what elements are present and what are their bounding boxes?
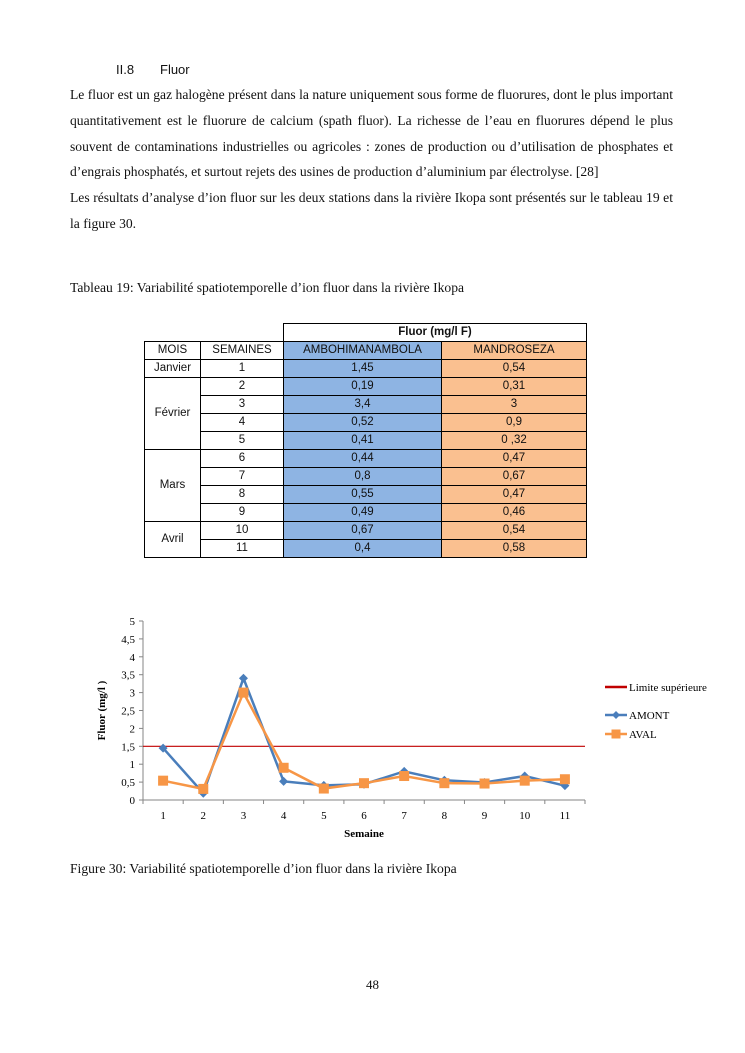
x-tick-label: 9 xyxy=(481,810,488,822)
week-cell: 1 xyxy=(201,360,284,378)
table-row xyxy=(145,414,587,432)
aval-cell: 0,46 xyxy=(442,504,587,522)
table-row xyxy=(145,522,587,540)
data-point-aval xyxy=(399,771,409,781)
table-caption: Tableau 19: Variabilité spatiotemporelle d’ion fluor dans la rivière Ikopa xyxy=(70,280,465,295)
amont-cell: 0,8 xyxy=(284,468,442,486)
y-tick-label: 2,5 xyxy=(121,705,135,718)
legend-marker-aval xyxy=(612,730,621,739)
data-point-aval xyxy=(279,763,289,773)
data-point-aval xyxy=(238,688,248,698)
week-cell: 11 xyxy=(201,540,284,558)
amont-cell: 0,19 xyxy=(284,378,442,396)
month-cell: Février xyxy=(145,378,201,450)
paragraph-1: Le fluor est un gaz halogène présent dans la nature uniquement sous forme de fluorures, dont le plus important quantitativement est le fluorure de calcium (spath fluor). La richesse de l’eau en fluorures dépend le plus souvent de contaminations industrielles ou agricoles : zones de production ou d’utilisation de phosphates et d’engrais phosphatés, et surtout rejets des usines de production d’aluminium par électrolyse. [28] xyxy=(70,87,673,180)
section-number: II.8 xyxy=(116,62,135,77)
aval-cell: 0,9 xyxy=(442,414,587,432)
legend-label-aval: AVAL xyxy=(629,729,657,741)
data-point-aval xyxy=(480,779,490,789)
y-tick-label: 3 xyxy=(129,687,135,700)
amont-cell: 3,4 xyxy=(284,396,442,414)
amont-cell: 0,4 xyxy=(284,540,442,558)
header-mois: MOIS xyxy=(145,342,201,360)
data-point-amont xyxy=(239,674,248,683)
aval-cell: 0,54 xyxy=(442,522,587,540)
page-number: 48 xyxy=(366,977,379,992)
week-cell: 2 xyxy=(201,378,284,396)
x-tick-label: 8 xyxy=(441,810,448,822)
y-tick-label: 1 xyxy=(129,759,135,772)
amont-cell: 0,67 xyxy=(284,522,442,540)
y-tick-label: 0 xyxy=(129,795,135,807)
month-cell: Janvier xyxy=(145,360,201,378)
data-point-aval xyxy=(158,776,168,786)
data-point-aval xyxy=(560,774,570,784)
amont-cell: 0,44 xyxy=(284,450,442,468)
week-cell: 8 xyxy=(201,486,284,504)
week-cell: 6 xyxy=(201,450,284,468)
series-line-amont xyxy=(163,678,565,793)
month-cell: Avril xyxy=(145,522,201,558)
data-point-aval xyxy=(520,776,530,786)
amont-cell: 0,41 xyxy=(284,432,442,450)
figure-caption: Figure 30: Variabilité spatiotemporelle d’ion fluor dans la rivière Ikopa xyxy=(70,861,457,876)
aval-cell: 3 xyxy=(442,396,587,414)
x-tick-label: 1 xyxy=(160,810,166,822)
table-row xyxy=(145,396,587,414)
aval-cell: 0,54 xyxy=(442,360,587,378)
x-tick-label: 11 xyxy=(559,810,571,822)
x-tick-label: 3 xyxy=(240,810,247,822)
table-row xyxy=(145,486,587,504)
amont-cell: 0,49 xyxy=(284,504,442,522)
header-aval: MANDROSEZA xyxy=(442,342,587,360)
fluor-line-chart xyxy=(90,612,740,847)
aval-cell: 0 ,32 xyxy=(442,432,587,450)
week-cell: 5 xyxy=(201,432,284,450)
week-cell: 10 xyxy=(201,522,284,540)
y-tick-label: 3,5 xyxy=(121,669,135,682)
legend-marker-amont xyxy=(612,711,620,719)
paragraph-2: Les résultats d’analyse d’ion fluor sur les deux stations dans la rivière Ikopa sont présentés sur le tableau 19 et la figure 30. xyxy=(70,190,673,231)
y-tick-label: 4,5 xyxy=(121,633,135,646)
table-row xyxy=(145,450,587,468)
data-point-aval xyxy=(319,784,329,794)
x-axis-label: Semaine xyxy=(344,828,384,840)
aval-cell: 0,58 xyxy=(442,540,587,558)
week-cell: 9 xyxy=(201,504,284,522)
y-tick-label: 0,5 xyxy=(121,777,135,790)
table-row xyxy=(145,540,587,558)
header-amont: AMBOHIMANAMBOLA xyxy=(284,342,442,360)
y-tick-label: 5 xyxy=(129,616,135,628)
data-point-aval xyxy=(439,778,449,788)
x-tick-label: 6 xyxy=(361,810,367,822)
table-row xyxy=(145,360,587,378)
group-header: Fluor (mg/l F) xyxy=(284,324,587,342)
legend-label-amont: AMONT xyxy=(629,710,670,722)
week-cell: 4 xyxy=(201,414,284,432)
series-line-aval xyxy=(163,693,565,789)
table-header-row xyxy=(145,342,587,360)
data-point-aval xyxy=(198,784,208,794)
table-group-header-row xyxy=(145,324,587,342)
table-row xyxy=(145,504,587,522)
aval-cell: 0,31 xyxy=(442,378,587,396)
section-title: Fluor xyxy=(160,62,190,77)
data-point-amont xyxy=(279,777,288,786)
table-row xyxy=(145,378,587,396)
body-text xyxy=(70,82,673,237)
y-tick-label: 4 xyxy=(129,651,135,664)
month-cell: Mars xyxy=(145,450,201,522)
aval-cell: 0,67 xyxy=(442,468,587,486)
fluor-table xyxy=(144,323,587,558)
x-tick-label: 2 xyxy=(200,810,207,822)
table-row xyxy=(145,468,587,486)
x-tick-label: 7 xyxy=(401,810,407,822)
amont-cell: 1,45 xyxy=(284,360,442,378)
x-tick-label: 5 xyxy=(321,810,327,822)
week-cell: 3 xyxy=(201,396,284,414)
amont-cell: 0,55 xyxy=(284,486,442,504)
aval-cell: 0,47 xyxy=(442,450,587,468)
section-heading xyxy=(116,62,190,77)
y-tick-label: 2 xyxy=(129,723,135,736)
header-semaines: SEMAINES xyxy=(201,342,284,360)
legend-limit-label: Limite supérieure xyxy=(629,682,707,694)
y-axis-label: Fluor (mg/l ) xyxy=(96,680,108,741)
y-tick-label: 1,5 xyxy=(121,741,135,754)
week-cell: 7 xyxy=(201,468,284,486)
aval-cell: 0,47 xyxy=(442,486,587,504)
data-point-aval xyxy=(359,778,369,788)
table-row xyxy=(145,432,587,450)
x-tick-label: 10 xyxy=(519,810,531,822)
x-tick-label: 4 xyxy=(280,810,287,822)
amont-cell: 0,52 xyxy=(284,414,442,432)
